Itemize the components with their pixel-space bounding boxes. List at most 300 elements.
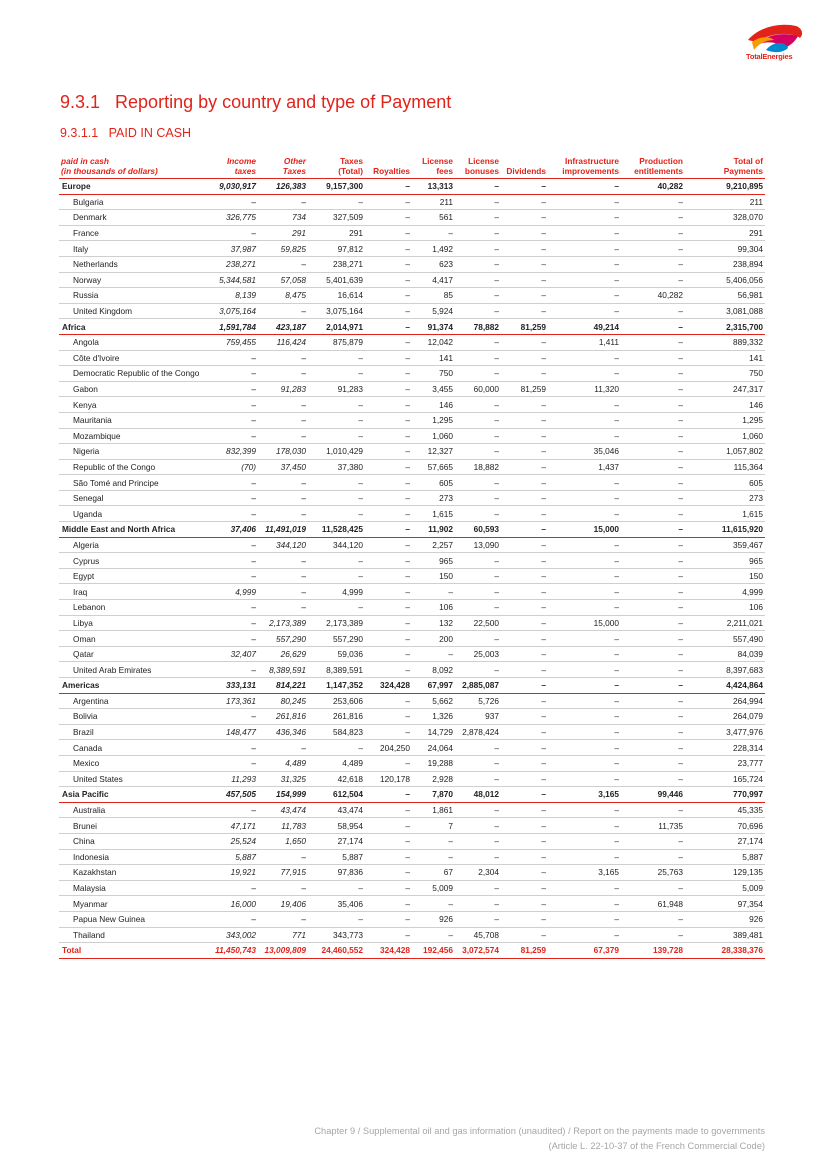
table-cell: 32,407 bbox=[208, 646, 258, 662]
table-cell: 11,902 bbox=[412, 522, 455, 538]
table-cell: 253,606 bbox=[308, 693, 365, 709]
row-label: Myanmar bbox=[59, 896, 208, 912]
table-cell: (70) bbox=[208, 459, 258, 475]
country-row bbox=[59, 740, 765, 756]
table-cell: – bbox=[501, 256, 548, 272]
table-cell: 4,424,864 bbox=[685, 678, 765, 694]
table-cell: 5,726 bbox=[455, 693, 501, 709]
row-label: Indonesia bbox=[59, 849, 208, 865]
table-cell: 11,320 bbox=[548, 381, 621, 397]
table-cell: – bbox=[365, 755, 412, 771]
table-cell: 26,629 bbox=[258, 646, 308, 662]
row-label: Netherlands bbox=[59, 256, 208, 272]
table-cell: 344,120 bbox=[308, 537, 365, 553]
table-cell: 99,446 bbox=[621, 787, 685, 803]
table-cell: – bbox=[501, 615, 548, 631]
table-cell: 343,773 bbox=[308, 927, 365, 943]
table-cell: 4,489 bbox=[308, 755, 365, 771]
table-cell: – bbox=[455, 506, 501, 522]
table-cell: 605 bbox=[412, 475, 455, 491]
column-header: paid in cash (in thousands of dollars) bbox=[59, 155, 208, 179]
table-cell: 5,344,581 bbox=[208, 272, 258, 288]
table-cell: – bbox=[455, 288, 501, 304]
country-row bbox=[59, 568, 765, 584]
table-cell: – bbox=[621, 662, 685, 678]
table-cell: – bbox=[501, 303, 548, 319]
table-cell: 11,735 bbox=[621, 818, 685, 834]
table-cell: – bbox=[365, 256, 412, 272]
country-row bbox=[59, 459, 765, 475]
table-cell: 734 bbox=[258, 210, 308, 226]
table-cell: – bbox=[548, 225, 621, 241]
table-cell: – bbox=[455, 444, 501, 460]
table-cell: 9,030,917 bbox=[208, 179, 258, 195]
table-cell: – bbox=[621, 755, 685, 771]
table-cell: 2,304 bbox=[455, 865, 501, 881]
table-cell: 148,477 bbox=[208, 724, 258, 740]
table-cell: – bbox=[621, 444, 685, 460]
table-cell: – bbox=[455, 210, 501, 226]
table-cell: – bbox=[365, 288, 412, 304]
table-cell: – bbox=[548, 911, 621, 927]
table-cell: – bbox=[208, 631, 258, 647]
table-cell: – bbox=[501, 787, 548, 803]
table-cell: – bbox=[548, 771, 621, 787]
table-cell: – bbox=[501, 210, 548, 226]
table-cell: – bbox=[501, 755, 548, 771]
table-body bbox=[59, 179, 765, 959]
table-cell: 37,987 bbox=[208, 241, 258, 257]
country-row bbox=[59, 537, 765, 553]
country-row bbox=[59, 584, 765, 600]
country-row bbox=[59, 646, 765, 662]
table-cell: – bbox=[308, 568, 365, 584]
table-cell: 40,282 bbox=[621, 288, 685, 304]
country-row bbox=[59, 755, 765, 771]
table-cell: 146 bbox=[412, 397, 455, 413]
table-cell: 173,361 bbox=[208, 693, 258, 709]
table-cell: – bbox=[258, 475, 308, 491]
table-cell: – bbox=[365, 927, 412, 943]
row-label: France bbox=[59, 225, 208, 241]
row-label: Iraq bbox=[59, 584, 208, 600]
table-cell: 889,332 bbox=[685, 334, 765, 350]
table-cell: – bbox=[501, 631, 548, 647]
table-cell: 16,614 bbox=[308, 288, 365, 304]
row-label: Bulgaria bbox=[59, 194, 208, 210]
table-cell: – bbox=[412, 896, 455, 912]
table-cell: 60,000 bbox=[455, 381, 501, 397]
table-cell: 814,221 bbox=[258, 678, 308, 694]
table-cell: – bbox=[208, 911, 258, 927]
table-cell: 344,120 bbox=[258, 537, 308, 553]
table-cell: 211 bbox=[412, 194, 455, 210]
table-cell: 5,887 bbox=[208, 849, 258, 865]
table-cell: 759,455 bbox=[208, 334, 258, 350]
table-cell: – bbox=[258, 740, 308, 756]
table-cell: 204,250 bbox=[365, 740, 412, 756]
country-row bbox=[59, 397, 765, 413]
table-cell: 11,528,425 bbox=[308, 522, 365, 538]
table-cell: – bbox=[621, 849, 685, 865]
column-header: Infrastructure improvements bbox=[548, 155, 621, 179]
table-cell: 13,009,809 bbox=[258, 943, 308, 959]
table-cell: – bbox=[365, 833, 412, 849]
table-cell: – bbox=[455, 225, 501, 241]
table-cell: 1,411 bbox=[548, 334, 621, 350]
column-header: Income taxes bbox=[208, 155, 258, 179]
row-label: Americas bbox=[59, 678, 208, 694]
country-row bbox=[59, 366, 765, 382]
country-row bbox=[59, 865, 765, 881]
table-cell: – bbox=[365, 350, 412, 366]
table-cell: – bbox=[258, 397, 308, 413]
table-cell: – bbox=[548, 366, 621, 382]
table-cell: 59,036 bbox=[308, 646, 365, 662]
table-cell: – bbox=[365, 444, 412, 460]
table-cell: – bbox=[258, 568, 308, 584]
table-cell: – bbox=[501, 662, 548, 678]
table-cell: – bbox=[258, 880, 308, 896]
table-cell: – bbox=[308, 475, 365, 491]
table-cell: 238,271 bbox=[308, 256, 365, 272]
row-label: Middle East and North Africa bbox=[59, 522, 208, 538]
table-cell: – bbox=[455, 771, 501, 787]
table-cell: 2,878,424 bbox=[455, 724, 501, 740]
table-cell: – bbox=[208, 755, 258, 771]
table-cell: – bbox=[621, 210, 685, 226]
table-cell: 154,999 bbox=[258, 787, 308, 803]
table-cell: – bbox=[501, 678, 548, 694]
table-cell: – bbox=[548, 646, 621, 662]
table-cell: 141 bbox=[412, 350, 455, 366]
table-cell: – bbox=[621, 272, 685, 288]
table-cell: 165,724 bbox=[685, 771, 765, 787]
table-cell: – bbox=[365, 334, 412, 350]
country-row bbox=[59, 288, 765, 304]
table-cell: – bbox=[621, 709, 685, 725]
table-cell: – bbox=[208, 475, 258, 491]
table-cell: 1,295 bbox=[685, 412, 765, 428]
table-cell: 27,174 bbox=[685, 833, 765, 849]
table-cell: 58,954 bbox=[308, 818, 365, 834]
country-row bbox=[59, 662, 765, 678]
table-cell: 57,665 bbox=[412, 459, 455, 475]
table-cell: – bbox=[621, 631, 685, 647]
country-row bbox=[59, 818, 765, 834]
table-cell: 926 bbox=[685, 911, 765, 927]
table-cell: 273 bbox=[412, 490, 455, 506]
table-cell: – bbox=[365, 366, 412, 382]
table-cell: 61,948 bbox=[621, 896, 685, 912]
table-cell: – bbox=[365, 397, 412, 413]
column-header: License bonuses bbox=[455, 155, 501, 179]
table-cell: – bbox=[501, 350, 548, 366]
row-label: China bbox=[59, 833, 208, 849]
region-row bbox=[59, 522, 765, 538]
table-cell: 750 bbox=[412, 366, 455, 382]
table-cell: – bbox=[621, 880, 685, 896]
country-row bbox=[59, 334, 765, 350]
table-cell: – bbox=[308, 412, 365, 428]
table-cell: – bbox=[455, 849, 501, 865]
table-cell: 18,882 bbox=[455, 459, 501, 475]
country-row bbox=[59, 303, 765, 319]
table-cell: – bbox=[548, 740, 621, 756]
table-cell: 291 bbox=[308, 225, 365, 241]
table-cell: – bbox=[365, 880, 412, 896]
table-cell: 228,314 bbox=[685, 740, 765, 756]
table-cell: 106 bbox=[412, 600, 455, 616]
table-cell: – bbox=[308, 428, 365, 444]
table-cell: – bbox=[621, 490, 685, 506]
country-row bbox=[59, 350, 765, 366]
table-cell: – bbox=[501, 880, 548, 896]
country-row bbox=[59, 241, 765, 257]
table-cell: – bbox=[548, 179, 621, 195]
table-cell: – bbox=[455, 428, 501, 444]
table-cell: – bbox=[501, 490, 548, 506]
country-row bbox=[59, 833, 765, 849]
country-row bbox=[59, 272, 765, 288]
country-row bbox=[59, 490, 765, 506]
table-cell: 15,000 bbox=[548, 615, 621, 631]
table-cell: 97,812 bbox=[308, 241, 365, 257]
table-cell: 24,064 bbox=[412, 740, 455, 756]
table-cell: 5,924 bbox=[412, 303, 455, 319]
table-cell: 129,135 bbox=[685, 865, 765, 881]
row-label: Egypt bbox=[59, 568, 208, 584]
table-cell: – bbox=[621, 303, 685, 319]
table-cell: 28,338,376 bbox=[685, 943, 765, 959]
table-cell: 81,259 bbox=[501, 943, 548, 959]
table-cell: 5,887 bbox=[685, 849, 765, 865]
table-cell: 5,406,056 bbox=[685, 272, 765, 288]
table-cell: – bbox=[548, 553, 621, 569]
table-cell: – bbox=[621, 459, 685, 475]
table-cell: 1,295 bbox=[412, 412, 455, 428]
table-cell: – bbox=[621, 366, 685, 382]
column-header: Other Taxes bbox=[258, 155, 308, 179]
table-cell: – bbox=[365, 896, 412, 912]
payments-table bbox=[59, 155, 765, 959]
table-cell: – bbox=[501, 896, 548, 912]
country-row bbox=[59, 880, 765, 896]
table-cell: – bbox=[501, 241, 548, 257]
table-cell: – bbox=[621, 678, 685, 694]
table-cell: – bbox=[455, 662, 501, 678]
column-header: License fees bbox=[412, 155, 455, 179]
table-cell: 2,173,389 bbox=[308, 615, 365, 631]
table-cell: 1,615 bbox=[412, 506, 455, 522]
country-row bbox=[59, 428, 765, 444]
table-cell: – bbox=[548, 662, 621, 678]
table-cell: 57,058 bbox=[258, 272, 308, 288]
table-cell: – bbox=[208, 381, 258, 397]
table-cell: – bbox=[621, 584, 685, 600]
table-cell: 261,816 bbox=[258, 709, 308, 725]
table-cell: – bbox=[258, 490, 308, 506]
table-cell: 49,214 bbox=[548, 319, 621, 335]
table-cell: – bbox=[365, 600, 412, 616]
table-cell: – bbox=[308, 397, 365, 413]
table-cell: – bbox=[365, 412, 412, 428]
table-cell: 264,079 bbox=[685, 709, 765, 725]
country-row bbox=[59, 444, 765, 460]
table-cell: 192,456 bbox=[412, 943, 455, 959]
table-cell: – bbox=[501, 225, 548, 241]
row-label: Kazakhstan bbox=[59, 865, 208, 881]
row-label: Italy bbox=[59, 241, 208, 257]
table-cell: – bbox=[501, 288, 548, 304]
table-cell: 99,304 bbox=[685, 241, 765, 257]
table-cell: – bbox=[621, 553, 685, 569]
row-label: Russia bbox=[59, 288, 208, 304]
table-cell: 4,489 bbox=[258, 755, 308, 771]
table-cell: – bbox=[412, 833, 455, 849]
table-cell: 19,921 bbox=[208, 865, 258, 881]
row-label: Malaysia bbox=[59, 880, 208, 896]
table-cell: – bbox=[455, 334, 501, 350]
table-cell: 47,171 bbox=[208, 818, 258, 834]
table-cell: 132 bbox=[412, 615, 455, 631]
table-cell: – bbox=[501, 709, 548, 725]
table-cell: – bbox=[621, 740, 685, 756]
table-cell: 389,481 bbox=[685, 927, 765, 943]
table-cell: – bbox=[455, 490, 501, 506]
table-cell: 178,030 bbox=[258, 444, 308, 460]
table-cell: – bbox=[412, 927, 455, 943]
table-cell: 457,505 bbox=[208, 787, 258, 803]
table-cell: – bbox=[365, 225, 412, 241]
table-cell: 60,593 bbox=[455, 522, 501, 538]
table-cell: 45,708 bbox=[455, 927, 501, 943]
table-cell: – bbox=[208, 225, 258, 241]
table-cell: 273 bbox=[685, 490, 765, 506]
table-cell: 37,450 bbox=[258, 459, 308, 475]
subsection-title: 9.3.1.1 PAID IN CASH bbox=[60, 126, 192, 140]
table-cell: – bbox=[455, 475, 501, 491]
table-cell: – bbox=[455, 833, 501, 849]
table-cell: – bbox=[455, 272, 501, 288]
table-cell: – bbox=[258, 256, 308, 272]
table-cell: – bbox=[365, 475, 412, 491]
country-row bbox=[59, 615, 765, 631]
table-cell: – bbox=[548, 194, 621, 210]
table-cell: – bbox=[621, 319, 685, 335]
row-label: Mexico bbox=[59, 755, 208, 771]
table-cell: 13,090 bbox=[455, 537, 501, 553]
table-cell: 4,999 bbox=[685, 584, 765, 600]
table-cell: – bbox=[621, 194, 685, 210]
table-cell: – bbox=[455, 896, 501, 912]
table-cell: 24,460,552 bbox=[308, 943, 365, 959]
table-cell: – bbox=[621, 600, 685, 616]
table-cell: 200 bbox=[412, 631, 455, 647]
row-label: Brunei bbox=[59, 818, 208, 834]
table-cell: 116,424 bbox=[258, 334, 308, 350]
table-cell: – bbox=[365, 724, 412, 740]
page-footer bbox=[165, 1124, 765, 1154]
country-row bbox=[59, 210, 765, 226]
table-cell: – bbox=[455, 802, 501, 818]
table-cell: – bbox=[365, 693, 412, 709]
table-cell: – bbox=[548, 568, 621, 584]
table-cell: – bbox=[208, 397, 258, 413]
table-cell: – bbox=[501, 600, 548, 616]
table-cell: – bbox=[258, 849, 308, 865]
table-cell: – bbox=[258, 428, 308, 444]
table-cell: – bbox=[501, 397, 548, 413]
table-cell: – bbox=[621, 256, 685, 272]
table-cell: 561 bbox=[412, 210, 455, 226]
table-cell: – bbox=[548, 755, 621, 771]
table-cell: 750 bbox=[685, 366, 765, 382]
table-cell: – bbox=[501, 693, 548, 709]
table-cell: 557,490 bbox=[685, 631, 765, 647]
table-cell: – bbox=[548, 412, 621, 428]
row-label: Europe bbox=[59, 179, 208, 195]
table-cell: 8,139 bbox=[208, 288, 258, 304]
table-cell: – bbox=[455, 553, 501, 569]
table-cell: 211 bbox=[685, 194, 765, 210]
table-cell: – bbox=[621, 412, 685, 428]
table-cell: 1,861 bbox=[412, 802, 455, 818]
table-cell: – bbox=[621, 397, 685, 413]
table-cell: – bbox=[548, 303, 621, 319]
table-cell: – bbox=[621, 475, 685, 491]
row-label: Mozambique bbox=[59, 428, 208, 444]
table-cell: 81,259 bbox=[501, 381, 548, 397]
table-cell: 9,210,895 bbox=[685, 179, 765, 195]
table-cell: – bbox=[308, 506, 365, 522]
table-cell: 25,763 bbox=[621, 865, 685, 881]
table-cell: – bbox=[365, 506, 412, 522]
table-cell: – bbox=[208, 412, 258, 428]
table-cell: – bbox=[548, 927, 621, 943]
table-cell: 238,894 bbox=[685, 256, 765, 272]
table-cell: 1,147,352 bbox=[308, 678, 365, 694]
table-cell: 35,046 bbox=[548, 444, 621, 460]
column-header: Total of Payments bbox=[685, 155, 765, 179]
table-cell: – bbox=[208, 568, 258, 584]
table-cell: 584,823 bbox=[308, 724, 365, 740]
table-cell: 5,009 bbox=[412, 880, 455, 896]
table-cell: 612,504 bbox=[308, 787, 365, 803]
table-cell: – bbox=[308, 740, 365, 756]
table-cell: 97,836 bbox=[308, 865, 365, 881]
table-cell: – bbox=[455, 818, 501, 834]
table-cell: 11,293 bbox=[208, 771, 258, 787]
table-cell: 1,615 bbox=[685, 506, 765, 522]
column-header: Dividends bbox=[501, 155, 548, 179]
table-cell: – bbox=[455, 412, 501, 428]
table-cell: – bbox=[455, 179, 501, 195]
table-cell: – bbox=[501, 865, 548, 881]
table-cell: 11,615,920 bbox=[685, 522, 765, 538]
table-cell: – bbox=[621, 537, 685, 553]
table-cell: – bbox=[548, 693, 621, 709]
row-label: Canada bbox=[59, 740, 208, 756]
table-cell: – bbox=[621, 911, 685, 927]
table-cell: 45,335 bbox=[685, 802, 765, 818]
table-cell: – bbox=[455, 755, 501, 771]
table-cell: – bbox=[548, 818, 621, 834]
table-cell: – bbox=[548, 833, 621, 849]
table-cell: 8,389,591 bbox=[308, 662, 365, 678]
table-cell: – bbox=[548, 490, 621, 506]
table-cell: 19,288 bbox=[412, 755, 455, 771]
